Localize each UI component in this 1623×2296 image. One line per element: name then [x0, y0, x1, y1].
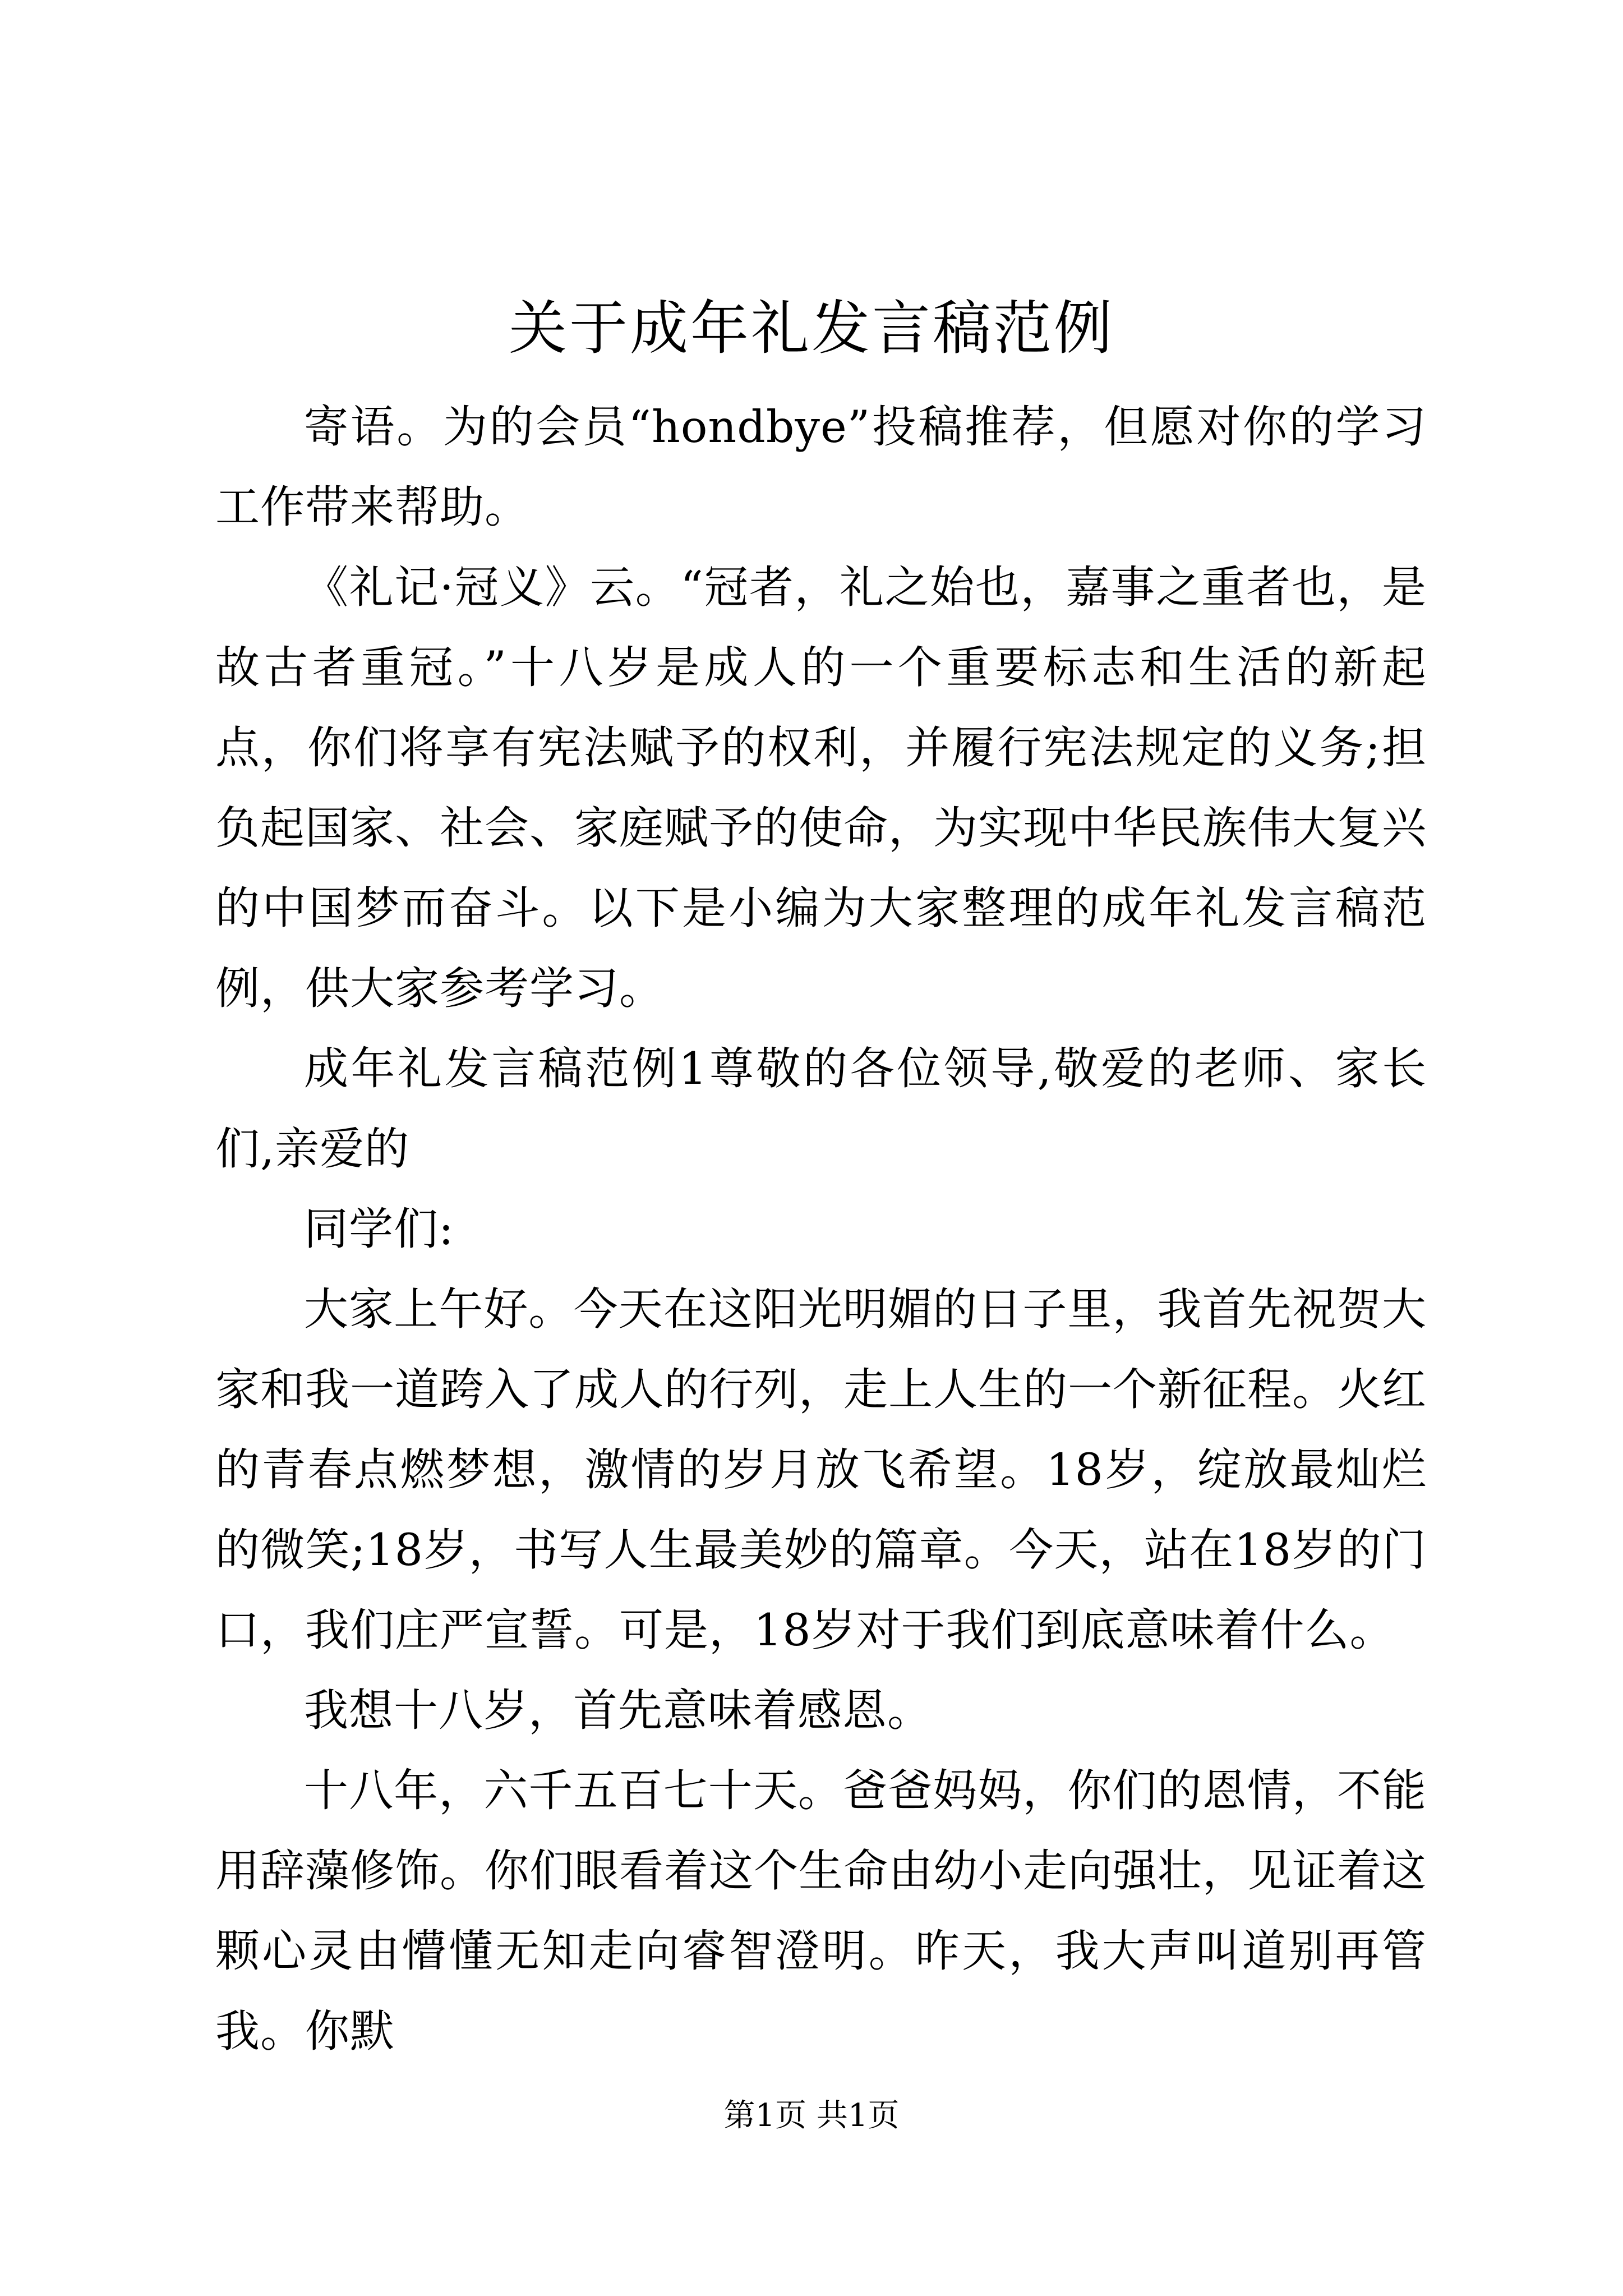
page-number-footer: 第1页 共1页 — [723, 2097, 900, 2134]
paragraph-example-heading: 成年礼发言稿范例1尊敬的各位领导,敬爱的老师、家长们,亲爱的 — [215, 1043, 1427, 1175]
paragraph-liji: 《礼记·冠义》云。“冠者，礼之始也，嘉事之重者也，是故古者重冠。”十八岁是成人的一个重要标志和生活的新起点，你们将享有宪法赋予的权利，并履行宪法规定的义务;担负起国家、社会、家庭赋予的使命，为实现中华民族伟大复兴的中国梦而奋斗。以下是小编为大家整理的成年礼发言稿范例，供大家参考学习。 — [215, 562, 1427, 1014]
paragraph-parents: 十八年，六千五百七十天。爸爸妈妈，你们的恩情，不能用辞藻修饰。你们眼看着这个生命由幼小走向强壮，见证着这颗心灵由懵懂无知走向睿智澄明。昨天，我大声叫道别再管我。你默 — [215, 1765, 1427, 2057]
document-body — [215, 387, 1427, 2072]
paragraph-intro: 寄语。为的会员“hondbye”投稿推荐，但愿对你的学习工作带来帮助。 — [215, 401, 1427, 533]
document-title: 关于成年礼发言稿范例 — [508, 294, 1114, 362]
paragraph-gratitude: 我想十八岁，首先意味着感恩。 — [304, 1685, 932, 1736]
paragraph-salutation: 同学们: — [304, 1203, 454, 1255]
paragraph-greeting: 大家上午好。今天在这阳光明媚的日子里，我首先祝贺大家和我一道跨入了成人的行列，走上人生的一个新征程。火红的青春点燃梦想，激情的岁月放飞希望。18岁，绽放最灿烂的微笑;18岁，书写人生最美妙的篇章。今天，站在18岁的门口，我们庄严宣誓。可是，18岁对于我们到底意味着什么。 — [215, 1283, 1427, 1656]
